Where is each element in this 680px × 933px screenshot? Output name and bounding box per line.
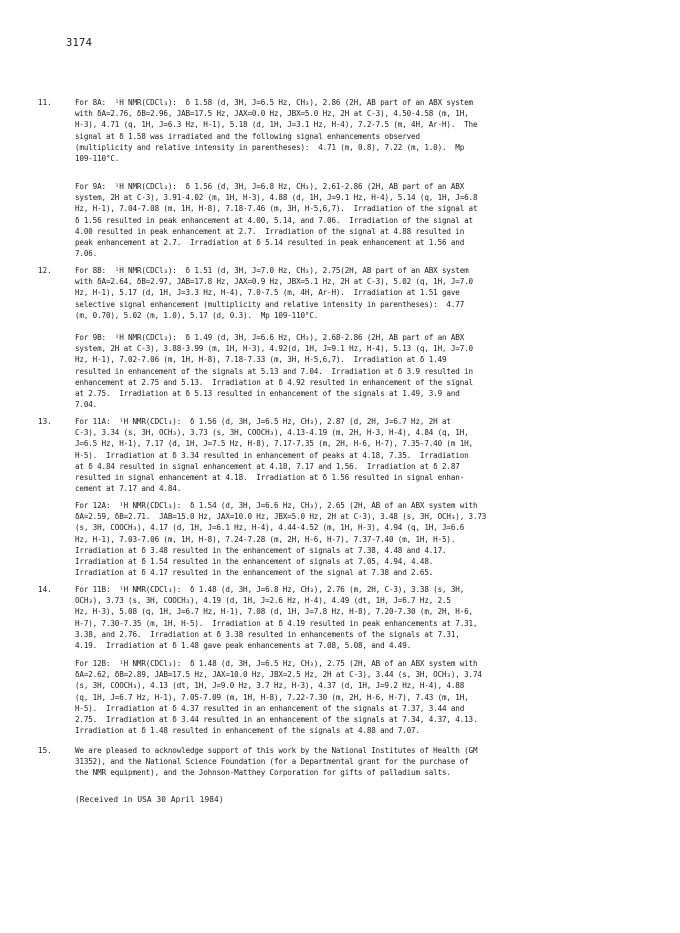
text-line: resulted in signal enhancement at 4.18. Irradiation at δ 1.56 resulted in signal enhan- (75, 473, 465, 483)
text-line: For 9B: ¹H NMR(CDCl₃): δ 1.49 (d, 3H, J=6.6 Hz, CH₃), 2.68-2.86 (2H, AB part of an ABX (75, 333, 465, 342)
text-line: with δA=2.64, δB=2.97, JAB=17.8 Hz, JAX=0.9 Hz, JBX=5.1 Hz, 2H at C-3), 5.02 (q, 1H, J=7.0 (75, 277, 473, 287)
text-line: Hz, H-1), 7.04-7.08 (m, 1H, H-8), 7.18-7.46 (m, 3H, H-5,6,7). Irradiation of the signal at (75, 204, 478, 214)
text-line: Irradiation at δ 1.54 resulted in the enhancement of signals at 7.05, 4.94, 4.48. (75, 557, 434, 567)
text-line: 3.38, and 2.76. Irradiation at δ 3.38 resulted in enhancements of the signals at 7.31, (75, 629, 460, 639)
text-line: Hz, H-3), 5.08 (q, 1H, J=6.7 Hz, H-1), 7.08 (d, 1H, J=7.8 Hz, H-8), 7.20-7.30 (m, 2H, H-6, (75, 607, 473, 617)
text-line: For 12A: ¹H NMR(CDCl₃): δ 1.54 (d, 3H, J=6.6 Hz, CH₃), 2.65 (2H, AB of an ABX system with (75, 501, 478, 510)
text-line: Irradiation at δ 1.48 resulted in enhancement of the signals at 4.88 and 7.07. (75, 726, 420, 736)
text-line: (multiplicity and relative intensity in parentheses): 4.71 (m, 0.8), 7.22 (m, 1.0). Mp (75, 142, 465, 152)
note-paragraph (75, 181, 643, 259)
text-line: peak enhancement at 2.7. Irradiation at δ 5.14 resulted in peak enhancement at 1.56 and (75, 238, 465, 248)
text-line: For 8B: ¹H NMR(CDCl₃): δ 1.51 (d, 3H, J=7.0 Hz, CH₃), 2.75(2H, AB part of an ABX system (75, 266, 469, 275)
text-line: 2.75. Irradiation at δ 3.44 resulted in an enhancement of the signals at 7.34, 4.37, 4.13. (75, 715, 478, 725)
text-line: J=6.5 Hz, H-1), 7.17 (d, 1H, J=7.5 Hz, H-8), 7.17-7.35 (m, 2H, H-6, H-7), 7.35-7.40 (m 1H, (75, 439, 473, 449)
note-paragraph (75, 500, 643, 578)
note-paragraph (75, 658, 643, 736)
note-number: 12. (38, 266, 52, 275)
text-line: 31352), and the National Science Foundation (for a Departmental grant for the purchase of (75, 757, 469, 767)
text-line: δA=2.59, δB=2.71. JAB=15.0 Hz, JAX=10.0 Hz, JBX=5.0 Hz, 2H at C-3), 3.48 (s, 3H, OCH₃), 3.73 (75, 512, 487, 522)
note-paragraph (75, 332, 643, 410)
text-line: For 11A: ¹H NMR(CDCl₃): δ 1.56 (d, 3H, J=6.5 Hz, CH₃), 2.87 (d, 2H, J=6.7 Hz, 2H at (75, 417, 451, 426)
text-line: For 8A: ¹H NMR(CDCl₃): δ 1.58 (d, 3H, J=6.5 Hz, CH₃), 2.86 (2H, AB part of an ABX system (75, 98, 473, 107)
note-paragraph (75, 97, 643, 164)
text-line: We are pleased to acknowledge support of this work by the National Institutes of Health (GM (75, 746, 478, 755)
text-line: For 12B: ¹H NMR(CDCl₃): δ 1.48 (d, 3H, J=6.5 Hz, CH₃), 2.75 (2H, AB of an ABX system with (75, 659, 478, 668)
text-line: H-3), 4.71 (q, 1H, J=6.3 Hz, H-1), 5.18 (d, 1H, J=3.1 Hz, H-4), 7.2-7.5 (m, 4H, Ar-H). The (75, 120, 478, 130)
text-line: (s, 3H, COOCH₃), 4.13 (dt, 1H, J=9.0 Hz, 3.7 Hz, H-3), 4.37 (d, 1H, J=9.2 Hz, H-4), 4.88 (75, 681, 465, 691)
received-date: (Received in USA 30 April 1984) (75, 795, 224, 804)
text-line: resulted in enhancement of the signals at 5.13 and 7.04. Irradiation at δ 3.9 resulted in (75, 366, 473, 376)
text-line: at 2.75. Irradiation at δ 5.13 resulted in enhancement of the signals at 1.49, 3.9 and (75, 389, 460, 399)
text-line: (m, 0.70), 5.02 (m, 1.0), 5.17 (d, 0.3). Mp 109-110°C. (75, 310, 319, 320)
text-line: at δ 4.84 resulted in signal enhancement at 4.18, 7.17 and 1.56. Irradiation at δ 2.87 (75, 461, 460, 471)
note-paragraph (75, 745, 643, 779)
note-paragraph (75, 416, 643, 494)
text-line: Irradiation at δ 3.48 resulted in the enhancement of signals at 7.38, 4.48 and 4.17. (75, 545, 447, 555)
text-line: δ 1.56 resulted in peak enhancement at 4.00, 5.14, and 7.06. Irradiation of the signal at (75, 215, 473, 225)
text-line: signal at δ 1.58 was irradiated and the following signal enhancements observed (75, 131, 420, 141)
text-line: For 11B: ¹H NMR(CDCl₃): δ 1.48 (d, 3H, J=6.8 Hz, CH₃), 2.76 (m, 2H, C-3), 3.38 (s, 3H, (75, 585, 465, 594)
text-line: δA=2.62, δB=2.89, JAB=17.5 Hz, JAX=10.0 Hz, JBX=2.5 Hz, 2H at C-3), 3.44 (s, 3H, OCH₃), 3.74 (75, 670, 482, 680)
text-line: selective signal enhancement (multiplicity and relative intensity in parentheses): 4.77 (75, 299, 465, 309)
text-line: (q, 1H, J=6.7 Hz, H-1), 7.05-7.09 (m, 1H, H-8), 7.22-7.30 (m, 2H, H-6, H-7), 7.43 (m, 1H, (75, 692, 469, 702)
text-line: Hz, H-1), 7.02-7.06 (m, 1H, H-8), 7.18-7.33 (m, 3H, H-5,6,7). Irradiation at δ 1.49 (75, 355, 447, 365)
page-number: 3174 (66, 37, 93, 49)
note-number: 14. (38, 585, 52, 594)
text-line: the NMR equipment), and the Johnson-Matthey Corporation for gifts of palladium salts. (75, 768, 451, 778)
text-line: system, 2H at C-3), 3.91-4.02 (m, 1H, H-3), 4.88 (d, 1H, J=9.1 Hz, H-4), 5.14 (q, 1H, J=6.8 (75, 193, 478, 203)
note-paragraph (75, 584, 643, 651)
text-line: 4.00 resulted in peak enhancement at 2.7. Irradiation of the signal at 4.88 resulted in (75, 226, 465, 236)
text-line: Hz, H-1), 5.17 (d, 1H, J=3.3 Hz, H-4), 7.0-7.5 (m, 4H, Ar-H). Irradiation at 1.51 gave (75, 288, 460, 298)
note-number: 15. (38, 746, 52, 755)
note-number: 13. (38, 417, 52, 426)
text-line: (s, 3H, COOCH₃), 4.17 (d, 1H, J=6.1 Hz, H-4), 4.44-4.52 (m, 1H, H-3), 4.94 (q, 1H, J=6.6 (75, 523, 465, 533)
text-line: Irradiation at δ 4.17 resulted in the enhancement of the signal at 7.38 and 2.65. (75, 568, 434, 578)
text-line: Hz, H-1), 7.03-7.06 (m, 1H, H-8), 7.24-7.28 (m, 2H, H-6, H-7), 7.37-7.40 (m, 1H, H-5). (75, 534, 456, 544)
text-line: C-3), 3.34 (s, 3H, OCH₃), 3.73 (s, 3H, COOCH₃), 4.13-4.19 (m, 2H, H-3, H-4), 4.84 (q, 1H, (75, 428, 469, 438)
text-line: H-5). Irradiation at δ 3.34 resulted in enhancement of peaks at 4.18, 7.35. Irradiation (75, 450, 469, 460)
text-line: 4.19. Irradiation at δ 1.48 gave peak enhancements at 7.08, 5.08, and 4.49. (75, 641, 412, 651)
text-line: H-5). Irradiation at δ 4.37 resulted in an enhancement of the signals at 7.37, 3.44 and (75, 703, 465, 713)
note-paragraph (75, 265, 643, 321)
text-line: 109-110°C. (75, 154, 120, 164)
note-number: 11. (38, 98, 52, 107)
text-line: H-7), 7.30-7.35 (m, 1H, H-5). Irradiation at δ 4.19 resulted in peak enhancements at 7.31, (75, 618, 478, 628)
text-line: with δA=2.76, δB=2.96, JAB=17.5 Hz, JAX=0.0 Hz, JBX=5.0 Hz, 2H at C-3), 4.50-4.58 (m, 1H, (75, 109, 469, 119)
text-line: cement at 7.17 and 4.84. (75, 484, 182, 494)
text-line: 7.06. (75, 249, 98, 259)
text-line: 7.04. (75, 400, 98, 410)
text-line: For 9A: ¹H NMR(CDCl₃): δ 1.56 (d, 3H, J=6.8 Hz, CH₃), 2.61-2.86 (2H, AB part of an ABX (75, 182, 465, 191)
text-line: system, 2H at C-3), 3.88-3.99 (m, 1H, H-3), 4.92(d, 1H, J=9.1 Hz, H-4), 5.13 (q, 1H, J=7.0 (75, 344, 473, 354)
text-line: enhancement at 2.75 and 5.13. Irradiation at δ 4.92 resulted in enhancement of the signal (75, 377, 473, 387)
text-line: OCH₃), 3.73 (s, 3H, COOCH₃), 4.19 (d, 1H, J=2.6 Hz, H-4), 4.49 (dt, 1H, J=6.7 Hz, 2.5 (75, 596, 451, 606)
